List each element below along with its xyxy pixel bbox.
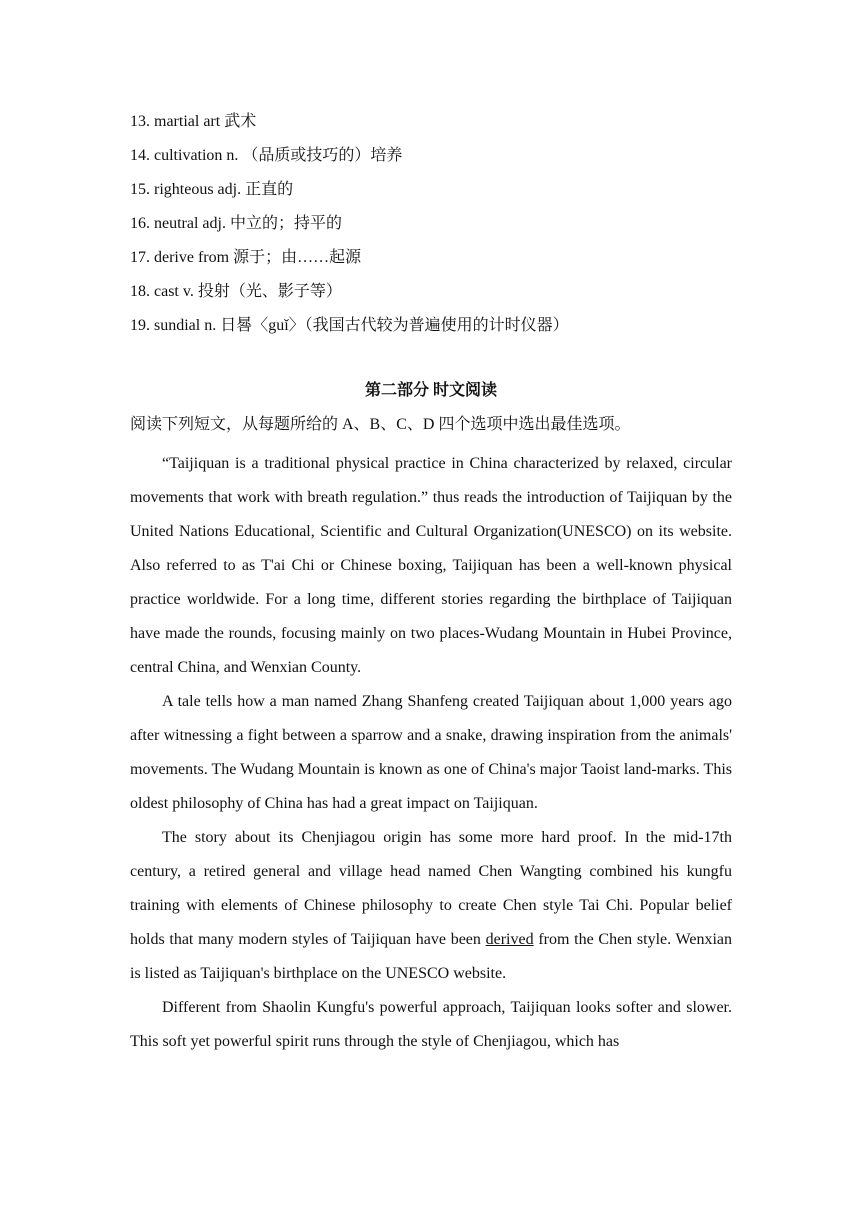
paragraph-text: The story about its Chenjiagou origin has some more hard proof. In the mid-17th century, a retired general and village head named Chen Wangting combined his kungfu training with elements of Chinese philosophy to create Chen style Tai Chi. Popular belief holds that many modern styles of Taijiquan have been	[130, 829, 732, 948]
vocab-item: 19. sundial n. 日晷〈guǐ〉（我国古代较为普遍使用的计时仪器）	[130, 317, 569, 334]
vocab-item: 17. derive from 源于；由……起源	[130, 249, 362, 266]
vocab-item: 18. cast v. 投射（光、影子等）	[130, 283, 342, 300]
passage-paragraph-1: “Taijiquan is a traditional physical practice in China characterized by relaxed, circular movements that work with breath regulation.” thus reads the introduction of Taijiquan by the United Nations Educational, Scientific and Cultural Organization(UNESCO) on its website. Also referred to as T'ai Chi or Chinese boxing, Taijiquan has been a well-known physical practice worldwide. For a long time, different stories regarding the birthplace of Taijiquan have made the rounds, focusing mainly on two places-Wudang Mountain in Hubei Province, central China, and Wenxian County.	[130, 455, 732, 676]
paragraph-text: from the Chen style. Wenxian is listed as Taijiquan's birthplace on the UNESCO website.	[130, 931, 733, 982]
vocab-item: 14. cultivation n. （品质或技巧的）培养	[130, 147, 403, 164]
vocab-item: 15. righteous adj. 正直的	[130, 181, 294, 198]
underlined-word: derived	[485, 931, 534, 948]
section-title: 第二部分 时文阅读	[364, 382, 497, 399]
reading-instruction: 阅读下列短文，从每题所给的 A、B、C、D 四个选项中选出最佳选项。	[130, 416, 631, 433]
passage-paragraph-2: A tale tells how a man named Zhang Shanfeng created Taijiquan about 1,000 years ago after witnessing a fight between a sparrow and a snake, drawing inspiration from the animals' movements. The Wudang Mountain is known as one of China's major Taoist land-marks. This oldest philosophy of China has had a great impact on Taijiquan.	[130, 693, 732, 812]
reading-passage	[130, 447, 732, 1059]
vocabulary-list	[130, 110, 732, 348]
passage-paragraph-3	[130, 821, 732, 991]
passage-paragraph-4: Different from Shaolin Kungfu's powerful approach, Taijiquan looks softer and slower. This soft yet powerful spirit runs through the style of Chenjiagou, which has	[130, 999, 732, 1050]
vocab-item: 16. neutral adj. 中立的；持平的	[130, 215, 342, 232]
vocab-item: 13. martial art 武术	[130, 113, 257, 130]
